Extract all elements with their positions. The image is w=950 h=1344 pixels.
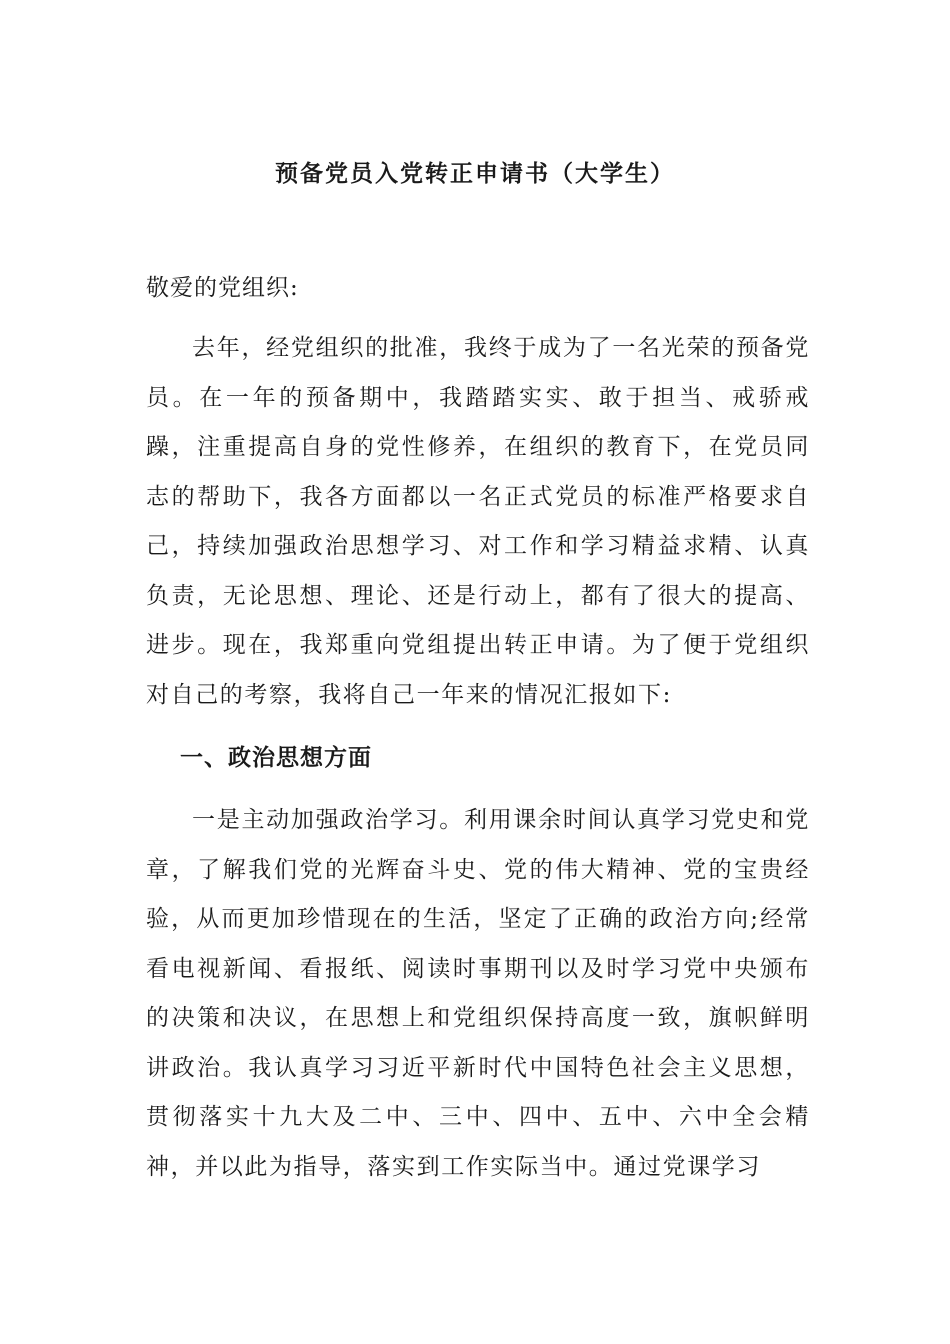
body-paragraph: 一是主动加强政治学习。利用课余时间认真学习党史和党章，了解我们党的光辉奋斗史、党的伟大精神、党的宝贵经验，从而更加珍惜现在的生活，坚定了正确的政治方向;经常看电视新闻、看报纸、阅读时事期刊以及时学习党中央颁布的决策和决议，在思想上和党组织保持高度一致，旗帜鲜明讲政治。我认真学习习近平新时代中国特色社会主义思想，贯彻落实十九大及二中、三中、四中、五中、六中全会精神，并以此为指导，落实到工作实际当中。通过党课学习 (146, 807, 810, 1180)
document-title: 预备党员入党转正申请书（大学生） (275, 160, 675, 187)
salutation: 敬爱的党组织: (146, 275, 299, 301)
body-paragraph: 去年，经党组织的批准，我终于成为了一名光荣的预备党员。在一年的预备期中，我踏踏实实、敢于担当、戒骄戒躁，注重提高自身的党性修养，在组织的教育下，在党员同志的帮助下，我各方面都以一名正式党员的标准严格要求自己，持续加强政治思想学习、对工作和学习精益求精、认真负责，无论思想、理论、还是行动上，都有了很大的提高、进步。现在，我郑重向党组提出转正申请。为了便于党组织对自己的考察，我将自己一年来的情况汇报如下: (146, 335, 810, 708)
section-heading: 一、政治思想方面 (180, 744, 372, 771)
